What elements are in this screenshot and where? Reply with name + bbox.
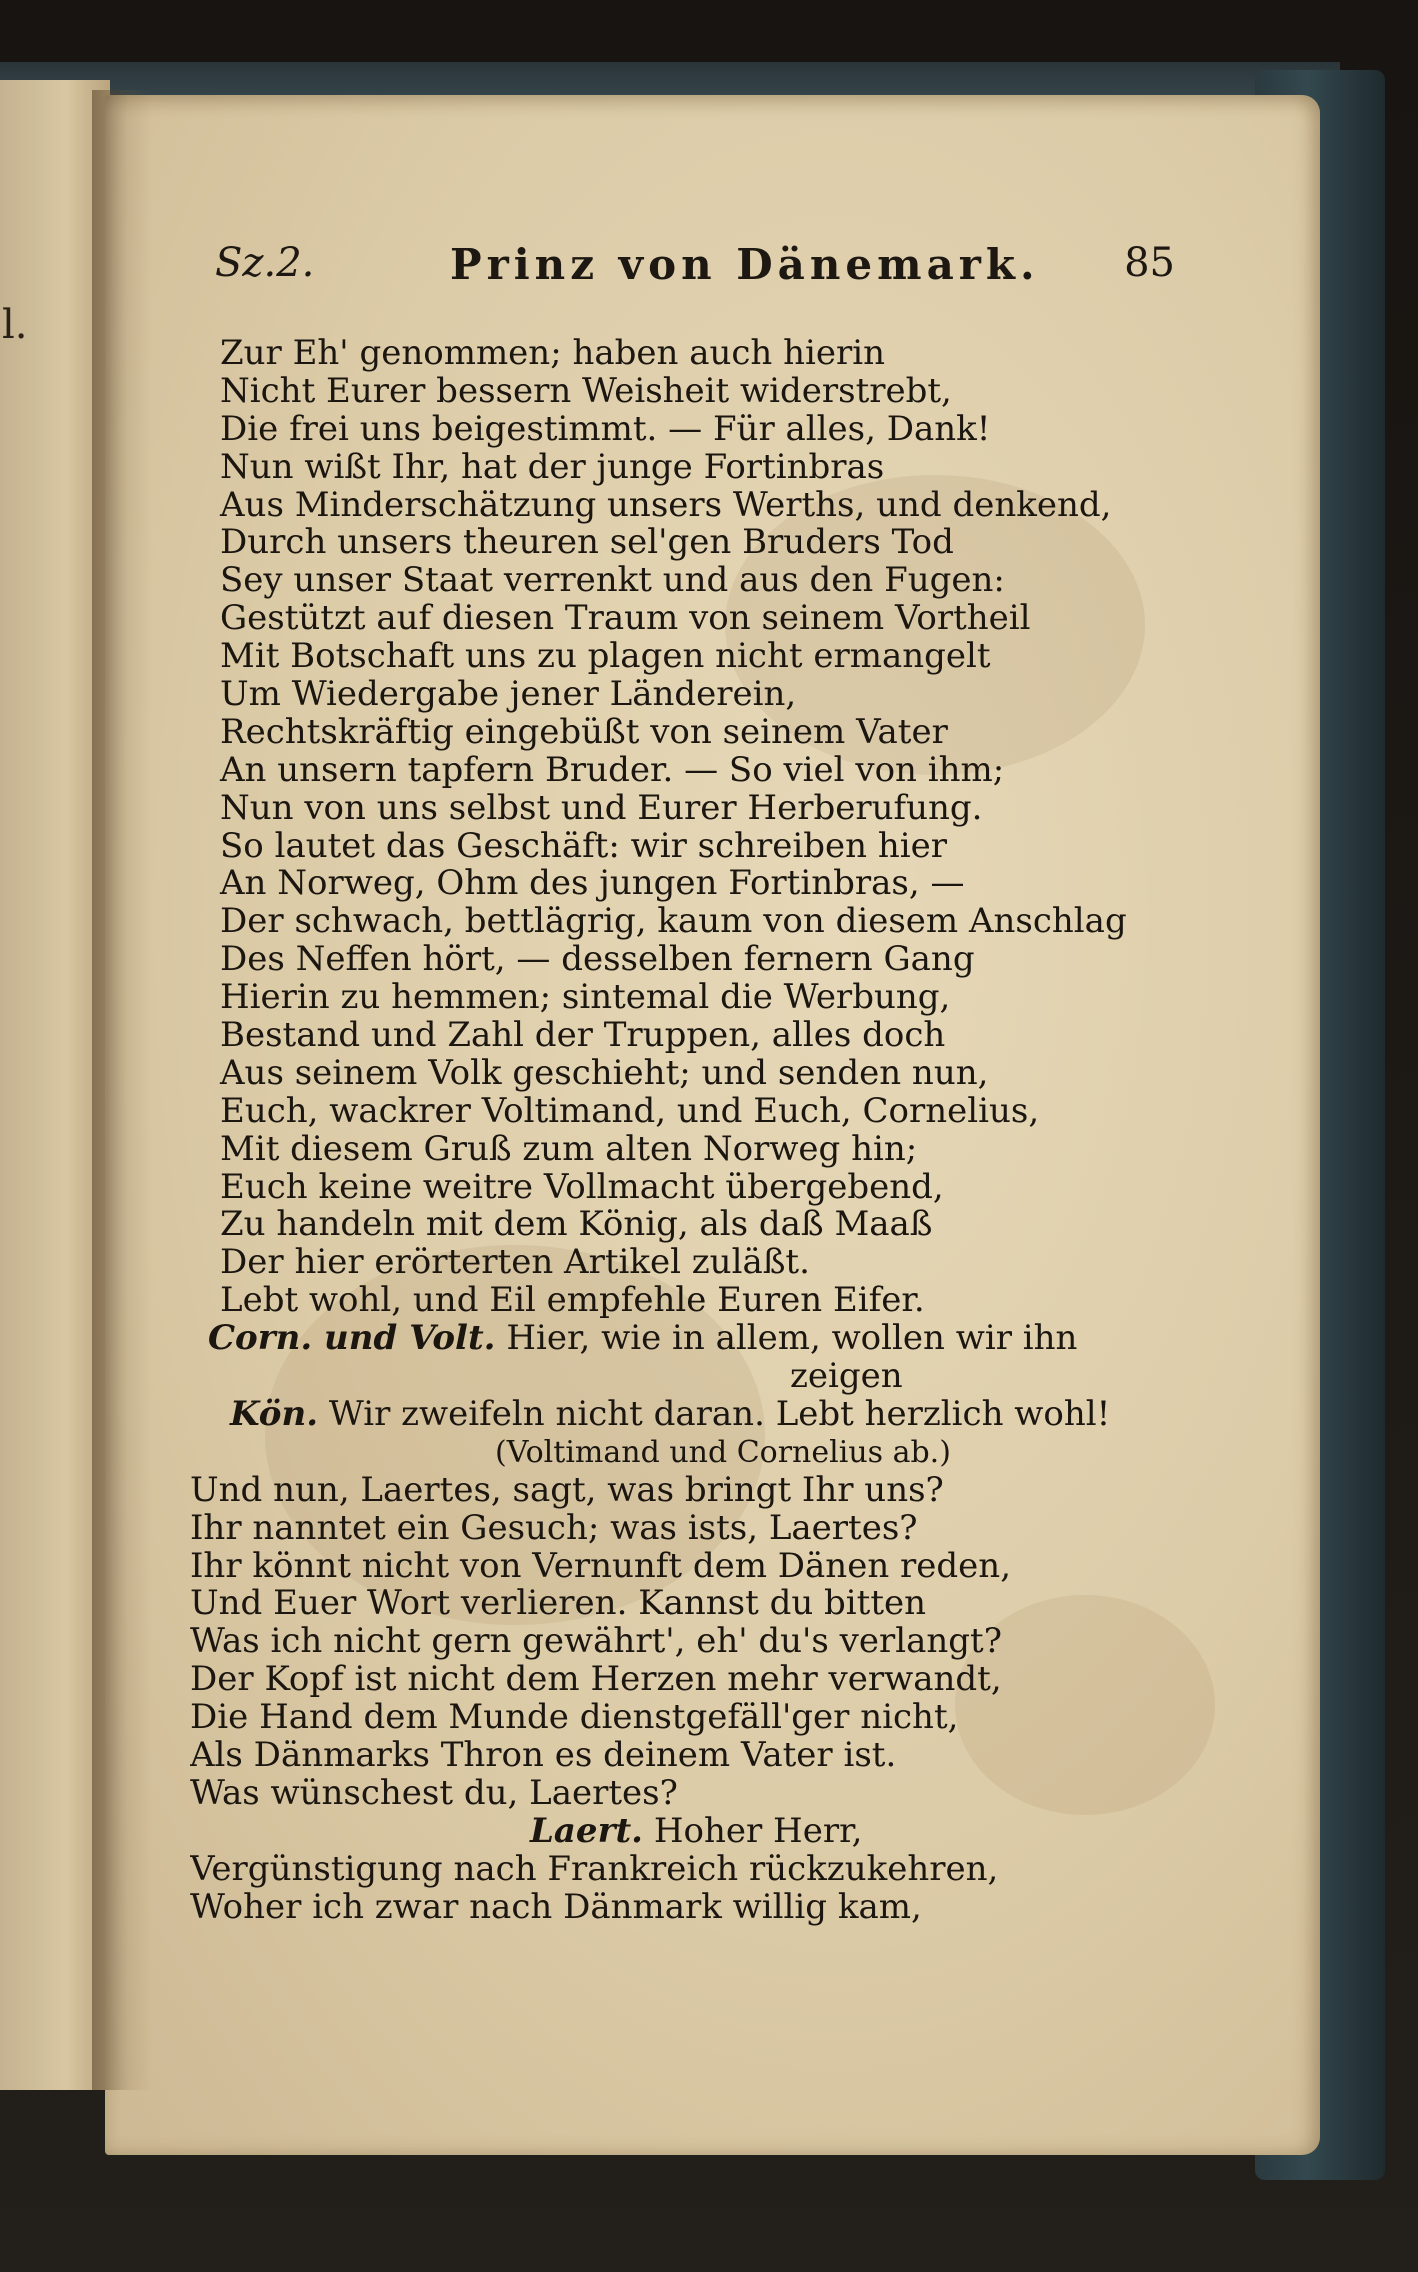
speaker-name: Laert. [530,1812,644,1851]
verse-line: Was wünschest du, Laertes? [190,1774,678,1813]
verse-line: Aus seinem Volk geschieht; und senden nun, [220,1054,989,1093]
verse-line: Rechtskräftig eingebüßt von seinem Vater [220,713,948,752]
verse-line: Mit diesem Gruß zum alten Norweg hin; [220,1130,918,1169]
verse-line: An Norweg, Ohm des jungen Fortinbras, — [220,865,965,904]
page-number: 85 [1124,240,1175,286]
verse-line: Euch, wackrer Voltimand, und Euch, Cornelius, [220,1092,1040,1131]
verse-line: Vergünstigung nach Frankreich rückzukehren, [190,1850,999,1889]
verse-line: Durch unsers theuren sel'gen Bruders Tod [220,524,954,563]
running-title: Prinz von Dänemark. [450,240,1040,289]
verse-line: Mit Botschaft uns zu plagen nicht ermangelt [220,638,991,677]
speech-continuation: zeigen [790,1358,903,1396]
verse-text [190,335,1180,1926]
speech-text: Hier, wie in allem, wollen wir ihn [506,1320,1078,1359]
verse-line: Hierin zu hemmen; sintemal die Werbung, [220,979,951,1018]
verse-line: Die frei uns beigestimmt. — Für alles, Dank! [220,410,991,449]
speech-corn-volt [190,1320,1180,1358]
verse-line: Ihr könnt nicht von Vernunft dem Dänen reden, [190,1547,1011,1586]
verse-line: Aus Minderschätzung unsers Werths, und denkend, [220,486,1112,525]
verse-line: Zu handeln mit dem König, als daß Maaß [220,1206,933,1245]
verse-line: Nun wißt Ihr, hat der junge Fortinbras [220,448,885,487]
verse-line: Und nun, Laertes, sagt, was bringt Ihr uns? [190,1471,944,1510]
verse-line: Nicht Eurer bessern Weisheit widerstrebt, [220,372,952,411]
verse-line: Was ich nicht gern gewährt', eh' du's verlangt? [190,1623,1002,1662]
gutter-shadow [92,90,152,2090]
verse-line: Der hier erörterten Artikel zuläßt. [220,1244,810,1283]
verse-line: Um Wiedergabe jener Länderein, [220,676,797,714]
verse-line: Der schwach, bettlägrig, kaum von diesem Anschlag [220,903,1127,942]
speaker-name: Corn. und Volt. [208,1320,496,1359]
facing-page-mark: l. [2,302,28,348]
speech-kon [190,1396,1180,1434]
verse-line: Und Euer Wort verlieren. Kannst du bitten [190,1585,927,1624]
verse-line: Lebt wohl, und Eil empfehle Euren Eifer. [220,1282,925,1321]
stage-direction: (Voltimand und Cornelius ab.) [495,1434,951,1470]
running-header [215,240,1175,300]
scene-label: Sz.2. [215,240,315,286]
verse-line: Sey unser Staat verrenkt und aus den Fugen: [220,562,1005,601]
speech-text: Hoher Herr, [653,1812,863,1851]
verse-line: Woher ich zwar nach Dänmark willig kam, [190,1888,922,1927]
speech-text: Wir zweifeln nicht daran. Lebt herzlich wohl! [328,1395,1111,1434]
speaker-name: Kön. [230,1395,319,1434]
verse-line: Als Dänmarks Thron es deinem Vater ist. [190,1736,897,1775]
verse-line: An unsern tapfern Bruder. — So viel von ihm; [220,751,1005,790]
verse-line: Die Hand dem Munde dienstgefäll'ger nicht, [190,1699,959,1737]
verse-line: So lautet das Geschäft: wir schreiben hier [220,827,948,866]
verse-line: Gestützt auf diesen Traum von seinem Vortheil [220,600,1031,639]
verse-line: Der Kopf ist nicht dem Herzen mehr verwandt, [190,1661,1002,1700]
verse-line: Ihr nanntet ein Gesuch; was ists, Laertes? [190,1509,918,1548]
verse-line: Zur Eh' genommen; haben auch hierin [220,335,886,373]
verse-line: Euch keine weitre Vollmacht übergebend, [220,1168,944,1207]
verse-line: Nun von uns selbst und Eurer Herberufung. [220,789,983,828]
verse-line: Des Neffen hört, — desselben fernern Gang [220,941,975,980]
verse-line: Bestand und Zahl der Truppen, alles doch [220,1017,946,1055]
speech-laert [190,1813,1180,1851]
